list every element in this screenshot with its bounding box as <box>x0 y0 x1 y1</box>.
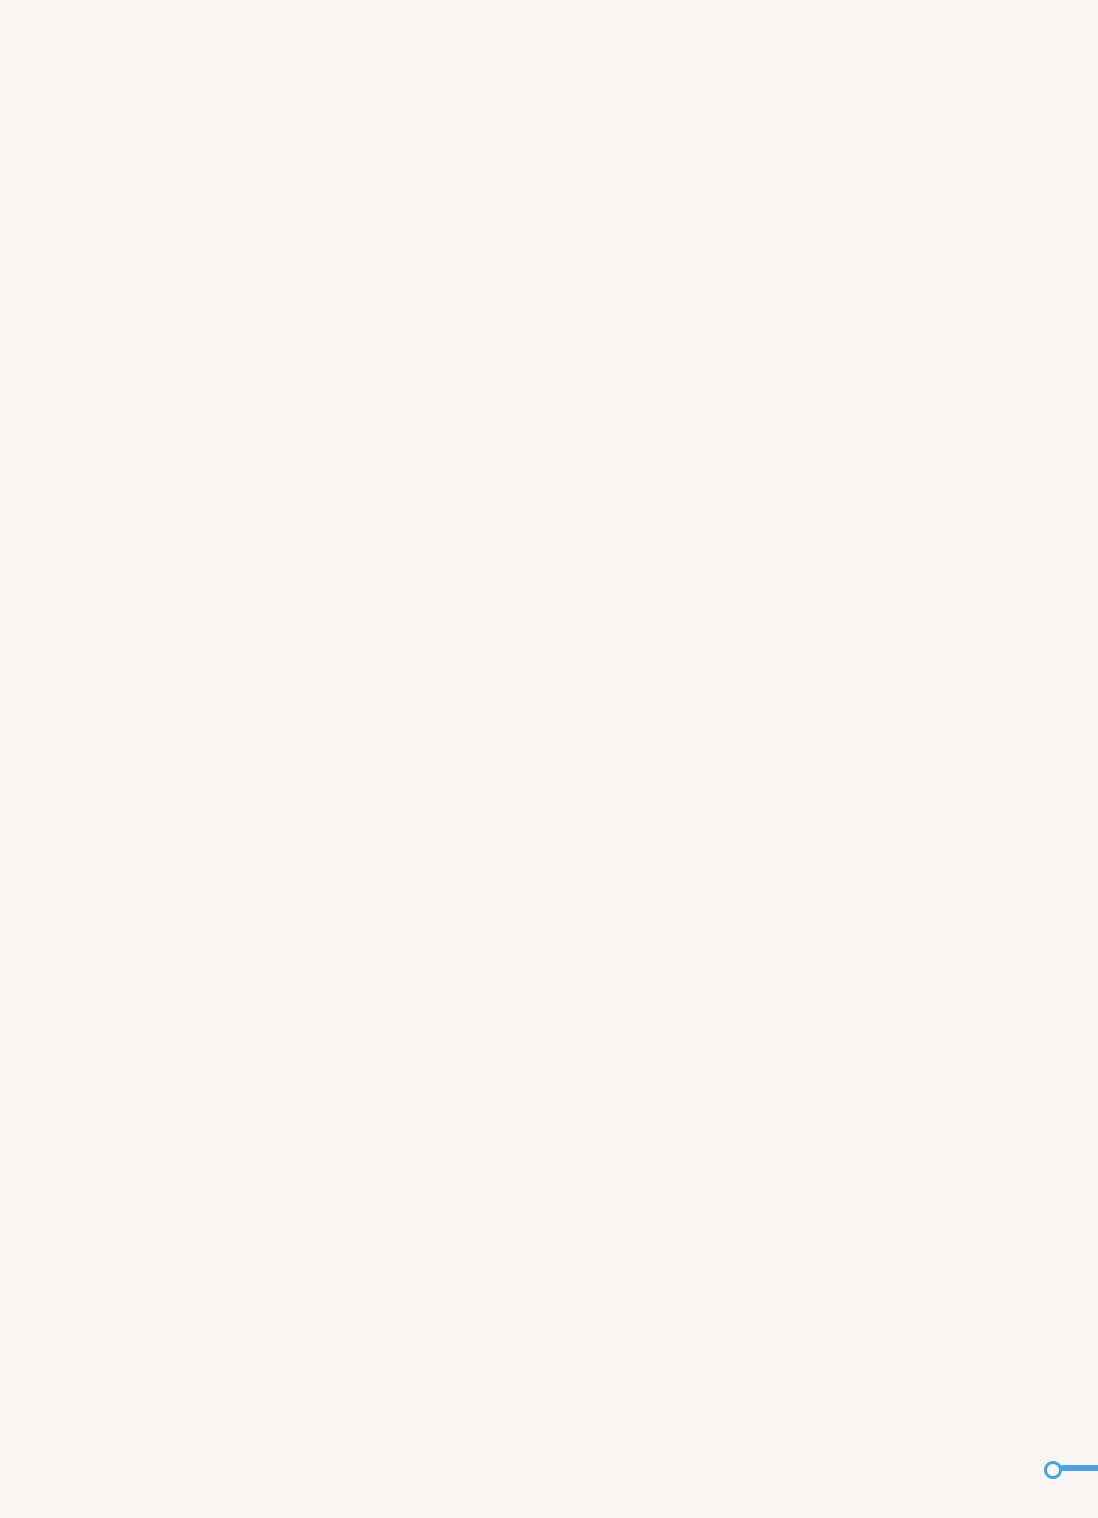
page-number-decoration-icon <box>1042 1460 1098 1478</box>
